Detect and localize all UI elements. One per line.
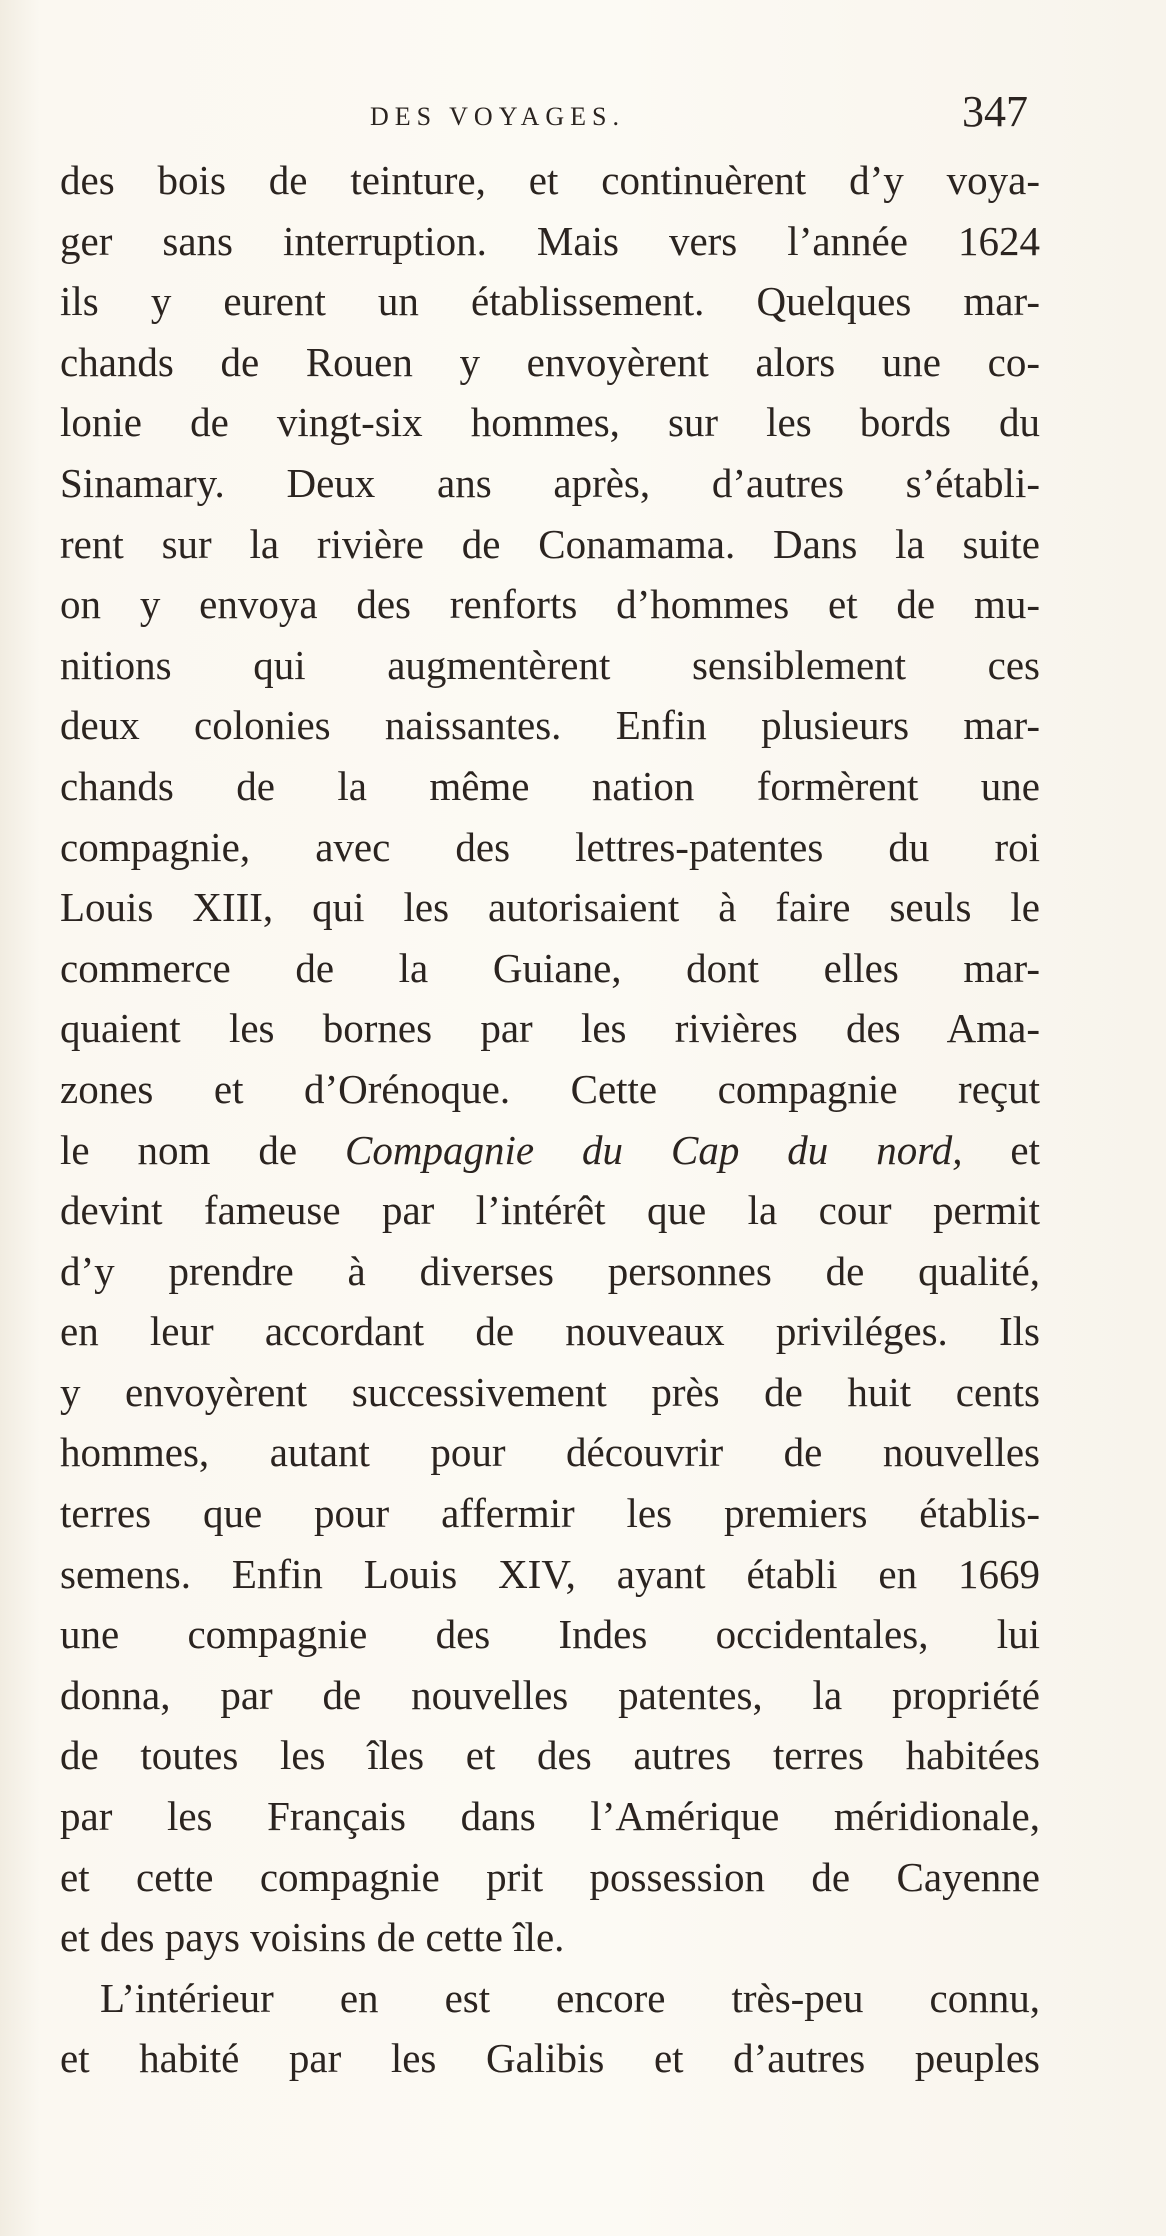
text-line: et habité par les Galibis et d’autres peuples xyxy=(60,2035,1040,2082)
text-line: par les Français dans l’Amérique méridionale, xyxy=(60,1793,1040,1840)
text-line: Sinamary. Deux ans après, d’autres s’établi- xyxy=(60,459,1040,506)
text-line: donna, par de nouvelles patentes, la propriété xyxy=(60,1671,1040,1718)
text-line: y envoyèrent successivement près de huit cents xyxy=(60,1368,1040,1415)
text-line: en leur accordant de nouveaux priviléges. Ils xyxy=(60,1308,1040,1355)
text-line: et cette compagnie prit possession de Cayenne xyxy=(60,1853,1040,1900)
text-line: commerce de la Guiane, dont elles mar- xyxy=(60,944,1040,991)
page-number: 347 xyxy=(962,87,1028,136)
text-line: on y envoya des renforts d’hommes et de mu- xyxy=(60,581,1040,628)
text-line: d’y prendre à diverses personnes de qualité, xyxy=(60,1247,1040,1294)
text-line: nitions qui augmentèrent sensiblement ces xyxy=(60,641,1040,688)
text-line: chands de Rouen y envoyèrent alors une co- xyxy=(60,338,1040,385)
text-line: ils y eurent un établissement. Quelques mar- xyxy=(60,278,1040,325)
text-line: chands de la même nation formèrent une xyxy=(60,762,1040,809)
text-line: des bois de teinture, et continuèrent d’y voya- xyxy=(60,157,1040,203)
text-line: deux colonies naissantes. Enfin plusieurs mar- xyxy=(60,702,1040,749)
text-line: L’intérieur en est encore très-peu connu, xyxy=(100,1974,1040,2021)
text-line: rent sur la rivière de Conamama. Dans la suite xyxy=(60,520,1040,567)
text-line: quaient les bornes par les rivières des Ama- xyxy=(60,1005,1040,1052)
text-line: terres que pour affermir les premiers établis- xyxy=(60,1490,1040,1537)
paragraph-end-line: et des pays voisins de cette île. xyxy=(60,1914,565,1961)
italic-company-name: Compagnie du Cap du nord, xyxy=(345,1126,963,1173)
text-line: lonie de vingt-six hommes, sur les bords du xyxy=(60,399,1040,446)
running-title: DES VOYAGES. xyxy=(370,102,625,131)
text-line: semens. Enfin Louis XIV, ayant établi en 1669 xyxy=(60,1550,1040,1597)
body-text xyxy=(60,150,1040,2089)
page-header xyxy=(0,82,1166,142)
text-line: zones et d’Orénoque. Cette compagnie reçut xyxy=(60,1065,1040,1112)
text-line-with-italic xyxy=(60,1120,1040,1181)
text-line: Louis XIII, qui les autorisaient à faire seuls le xyxy=(60,884,1040,931)
text-segment: le nom de xyxy=(60,1126,346,1173)
text-line: ger sans interruption. Mais vers l’année 1624 xyxy=(60,217,1040,264)
text-line: hommes, autant pour découvrir de nouvelles xyxy=(60,1429,1040,1476)
text-line: une compagnie des Indes occidentales, lui xyxy=(60,1611,1040,1658)
text-line: de toutes les îles et des autres terres habitées xyxy=(60,1732,1040,1779)
text-segment: et xyxy=(962,1126,1040,1173)
text-line: devint fameuse par l’intérêt que la cour permit xyxy=(60,1187,1040,1234)
text-line: compagnie, avec des lettres-patentes du roi xyxy=(60,823,1040,870)
